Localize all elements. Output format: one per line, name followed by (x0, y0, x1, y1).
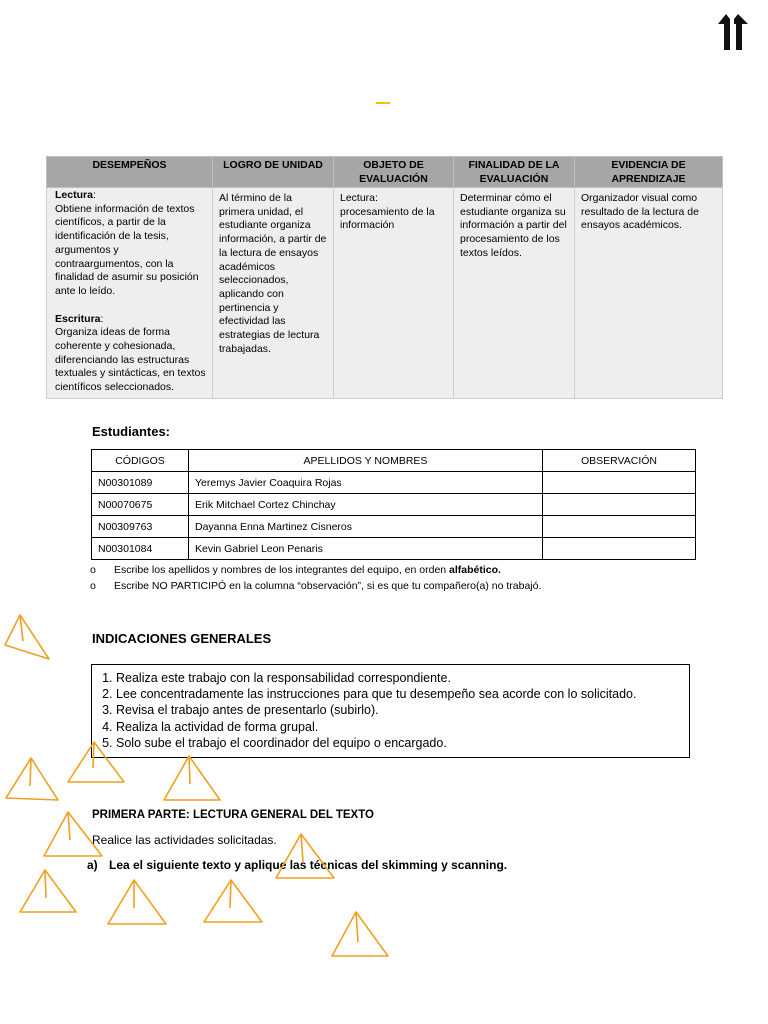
student-code: N00309763 (92, 516, 189, 538)
activity-letter: a) (87, 858, 98, 872)
note-no-participo: o Escribe NO PARTICIPÓ en la columna “observación”, si es que tu compañero(a) no trabajó. (90, 579, 541, 595)
student-observation[interactable] (543, 472, 696, 494)
table-row (92, 472, 696, 494)
triangle-decor-icon (164, 756, 220, 800)
activity-text: Lea el siguiente texto y aplique las técnicas del skimming y scanning. (109, 858, 508, 872)
students-table (91, 449, 696, 560)
escritura-label: Escritura (55, 312, 101, 325)
table-row (92, 516, 696, 538)
indicaciones-title: INDICACIONES GENERALES (92, 631, 272, 646)
university-logo-icon (716, 12, 750, 50)
finalidad-cell: Determinar cómo el estudiante organiza su información a partir del procesamiento de los textos leídos. (454, 188, 575, 399)
student-name: Yeremys Javier Coaquira Rojas (189, 472, 543, 494)
triangle-decor-icon (332, 912, 388, 956)
triangle-decor-icon (20, 870, 76, 912)
competencias-table (46, 156, 723, 399)
primera-parte-title: PRIMERA PARTE: LECTURA GENERAL DEL TEXTO (92, 809, 374, 821)
table-row (92, 538, 696, 560)
student-name: Erik Mitchael Cortez Chinchay (189, 494, 543, 516)
students-title: Estudiantes: (92, 424, 171, 439)
evidencia-cell: Organizador visual como resultado de la lectura de ensayos académicos. (575, 188, 723, 399)
student-name: Kevin Gabriel Leon Penaris (189, 538, 543, 560)
header-apellidos-nombres: APELLIDOS Y NOMBRES (189, 450, 543, 472)
note-alphabetical: o Escribe los apellidos y nombres de los integrantes del equipo, en orden alfabético. (90, 563, 541, 579)
triangle-decor-icon (204, 880, 262, 922)
lectura-text: Obtiene información de textos científicos, a partir de la identificación de la tesis, argumentos y contraargumentos, con la finalidad de asumir su posición ante lo leído. (55, 202, 199, 297)
header-codigos: CÓDIGOS (92, 450, 189, 472)
header-observacion: OBSERVACIÓN (543, 450, 696, 472)
list-item: 5. Solo sube el trabajo el coordinador del equipo o encargado. (116, 735, 679, 751)
activity-item-a (87, 858, 507, 872)
student-observation[interactable] (543, 538, 696, 560)
list-item: 4. Realiza la actividad de forma grupal. (116, 719, 679, 735)
header-finalidad-evaluacion: FINALIDAD DE LA EVALUACIÓN (454, 157, 575, 188)
bullet-icon: o (90, 564, 96, 576)
header-objeto-evaluacion: OBJETO DE EVALUACIÓN (334, 157, 454, 188)
objeto-cell: Lectura: procesamiento de la información (334, 188, 454, 399)
student-code: N00301089 (92, 472, 189, 494)
student-name: Dayanna Enna Martinez Cisneros (189, 516, 543, 538)
student-observation[interactable] (543, 494, 696, 516)
triangle-decor-icon (5, 615, 49, 659)
header-logro-unidad: LOGRO DE UNIDAD (213, 157, 334, 188)
list-item: 1. Realiza este trabajo con la responsabilidad correspondiente. (116, 670, 679, 686)
lectura-label: Lectura (55, 189, 93, 201)
student-code: N00301084 (92, 538, 189, 560)
student-code: N00070675 (92, 494, 189, 516)
header-desempenos: DESEMPEÑOS (47, 157, 213, 188)
logro-cell: Al término de la primera unidad, el estudiante organiza información, a partir de la lectura de ensayos académicos seleccionados, aplicando con pertinencia y efectividad las estrategias de lectura trabajadas. (213, 188, 334, 399)
table-row (92, 494, 696, 516)
desempenos-cell: Lectura: Obtiene información de textos científicos, a partir de la identificación de la tesis, argumentos y contraargumentos, con la finalidad de asumir su posición ante lo leído. Escritura: Organiza ideas de forma coherente y cohesionada, diferenciando las estructuras textuales y sintácticas, en textos científicos seleccionados. (47, 188, 213, 399)
yellow-accent-line (376, 102, 390, 104)
escritura-text: Organiza ideas de forma coherente y cohesionada, diferenciando las estructuras textuales y sintácticas, en textos científicos seleccionados. (55, 326, 206, 394)
triangle-decor-icon (6, 758, 58, 800)
list-item: 2. Lee concentradamente las instrucciones para que tu desempeño sea acorde con lo solicitado. (116, 686, 679, 702)
students-notes (90, 563, 541, 594)
header-evidencia-aprendizaje: EVIDENCIA DE APRENDIZAJE (575, 157, 723, 188)
triangle-decor-icon (108, 880, 166, 924)
student-observation[interactable] (543, 516, 696, 538)
primera-parte-instruction: Realice las actividades solicitadas. (92, 833, 277, 847)
indicaciones-box (91, 664, 690, 758)
list-item: 3. Revisa el trabajo antes de presentarlo (subirlo). (116, 702, 679, 718)
bullet-icon: o (90, 579, 96, 592)
